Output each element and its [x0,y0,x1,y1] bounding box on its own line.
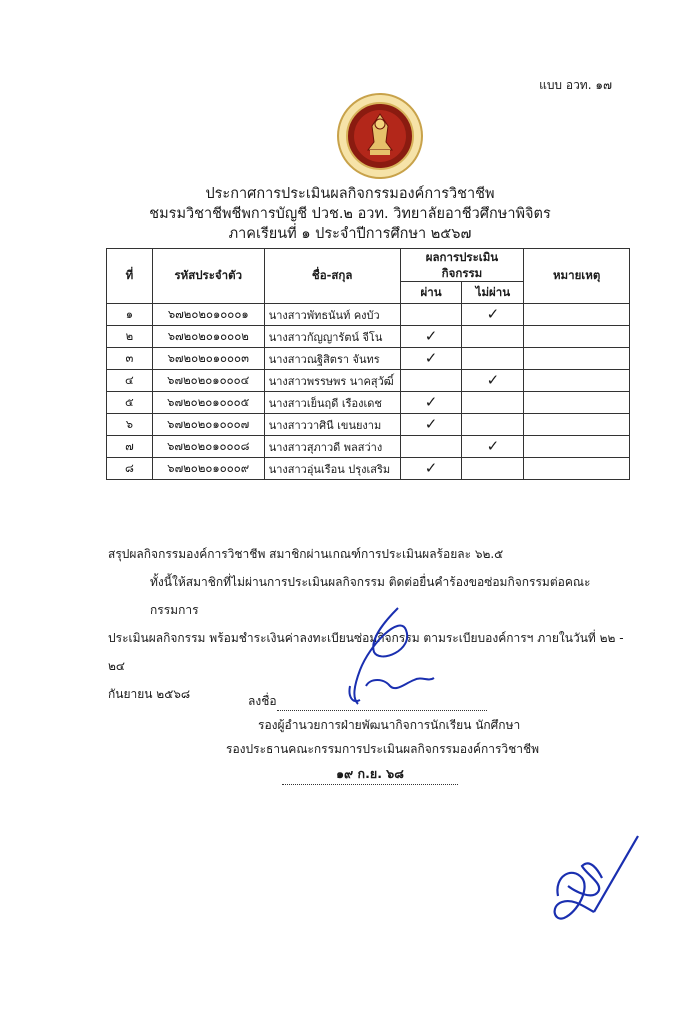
row-student-id: ๖๗๒๐๒๐๑๐๐๐๔ [152,370,264,392]
header-student-id: รหัสประจำตัว [152,249,264,304]
row-fail-cell [462,348,524,370]
club-name: ชมรมวิชาชีพชีพการบัญชี ปวช.๒ อวท. วิทยาลัยอาชีวศึกษาพิจิตร [149,206,551,222]
header-name: ชื่อ-สกุล [264,249,400,304]
row-no: ๔ [107,370,153,392]
header-evaluation [400,249,524,282]
row-no: ๕ [107,392,153,414]
row-remark [524,436,630,458]
row-pass-cell [400,392,462,414]
table-row [107,304,630,326]
row-no: ๗ [107,436,153,458]
check-mark-icon: ✓ [424,349,438,367]
check-mark-icon: ✓ [424,393,438,411]
row-no: ๓ [107,348,153,370]
header-remark: หมายเหตุ [524,249,630,304]
summary-instruction: ทั้งนี้ให้สมาชิกที่ไม่ผ่านการประเมินผลกิจกรรม ติดต่อยื่นคำร้องขอซ่อมกิจกรรมต่อคณะกรรมการ [150,575,591,617]
row-remark [524,392,630,414]
table-row [107,348,630,370]
results-table [106,248,630,480]
row-pass-cell [400,436,462,458]
row-no: ๒ [107,326,153,348]
row-name: นางสาวพรรษพร นาคสุวัฒิ์ [264,370,400,392]
row-remark [524,458,630,480]
header-activity-label: กิจกรรม [441,266,483,280]
row-student-id: ๖๗๒๐๒๐๑๐๐๐๕ [152,392,264,414]
row-name: นางสาวอุ่นเรือน ปรุงเสริม [264,458,400,480]
row-name: นางสาวเย็นฤดี เรืองเดช [264,392,400,414]
row-remark [524,304,630,326]
row-no: ๖ [107,414,153,436]
row-pass-cell [400,370,462,392]
row-no: ๑ [107,304,153,326]
row-student-id: ๖๗๒๐๒๐๑๐๐๐๙ [152,458,264,480]
check-mark-icon: ✓ [486,305,500,323]
header-pass: ผ่าน [400,282,462,304]
date-stamp: ๑๙ ก.ย. ๖๘ [282,764,458,785]
row-student-id: ๖๗๒๐๒๐๑๐๐๐๑ [152,304,264,326]
table-row [107,414,630,436]
check-mark-icon: ✓ [424,415,438,433]
row-pass-cell [400,326,462,348]
row-student-id: ๖๗๒๐๒๐๑๐๐๐๒ [152,326,264,348]
summary-result: สรุปผลกิจกรรมองค์การวิชาชีพ สมาชิกผ่านเกณฑ์การประเมินผลร้อยละ ๖๒.๕ [108,547,504,561]
row-remark [524,370,630,392]
header-fail: ไม่ผ่าน [462,282,524,304]
table-row [107,458,630,480]
check-mark-icon: ✓ [424,327,438,345]
row-name: นางสาวสุภาวดี พลสว่าง [264,436,400,458]
row-fail-cell [462,392,524,414]
row-fail-cell [462,304,524,326]
handwritten-signature-2 [538,826,648,936]
row-fail-cell [462,436,524,458]
semester-line: ภาคเรียนที่ ๑ ประจำปีการศึกษา ๒๕๖๗ [228,226,472,242]
row-remark [524,348,630,370]
row-fail-cell [462,326,524,348]
row-fail-cell [462,414,524,436]
row-fail-cell [462,458,524,480]
check-mark-icon: ✓ [486,437,500,455]
sign-label: ลงชื่อ [248,694,277,708]
form-code: แบบ อวท. ๑๗ [539,78,612,92]
row-pass-cell [400,348,462,370]
check-mark-icon: ✓ [424,459,438,477]
signer-position-2: รองประธานคณะกรรมการประเมินผลกิจกรรมองค์การวิชาชีพ [226,742,540,756]
announcement-title: ประกาศการประเมินผลกิจกรรมองค์การวิชาชีพ [205,186,495,202]
summary-deadline: กันยายน ๒๕๖๘ [108,687,191,701]
summary-instruction-cont: ประเมินผลกิจกรรม พร้อมชำระเงินค่าลงทะเบียนซ่อมกิจกรรม ตามระเบียบองค์การฯ ภายในวันที่ ๒๒ - ๒๔ [108,631,624,673]
check-mark-icon: ✓ [486,371,500,389]
table-row [107,436,630,458]
row-name: นางสาวพัทธนันท์ คงบัว [264,304,400,326]
row-student-id: ๖๗๒๐๒๐๑๐๐๐๗ [152,414,264,436]
table-row [107,370,630,392]
table-row [107,392,630,414]
row-student-id: ๖๗๒๐๒๐๑๐๐๐๓ [152,348,264,370]
table-row [107,326,630,348]
row-remark [524,326,630,348]
row-name: นางสาววาศินี เขนยงาม [264,414,400,436]
row-pass-cell [400,458,462,480]
row-student-id: ๖๗๒๐๒๐๑๐๐๐๘ [152,436,264,458]
header-no: ที่ [107,249,153,304]
signer-position-1: รองผู้อำนวยการฝ่ายพัฒนากิจการนักเรียน นักศึกษา [258,718,521,732]
organization-seal-logo [336,92,424,180]
row-fail-cell [462,370,524,392]
row-name: นางสาวกัญญารัตน์ จีโน [264,326,400,348]
header-evaluation-label: ผลการประเมิน [425,250,499,264]
row-pass-cell [400,414,462,436]
handwritten-signature-1 [330,600,440,710]
row-no: ๘ [107,458,153,480]
row-name: นางสาวณฐิสิตรา จันทร [264,348,400,370]
row-pass-cell [400,304,462,326]
row-remark [524,414,630,436]
